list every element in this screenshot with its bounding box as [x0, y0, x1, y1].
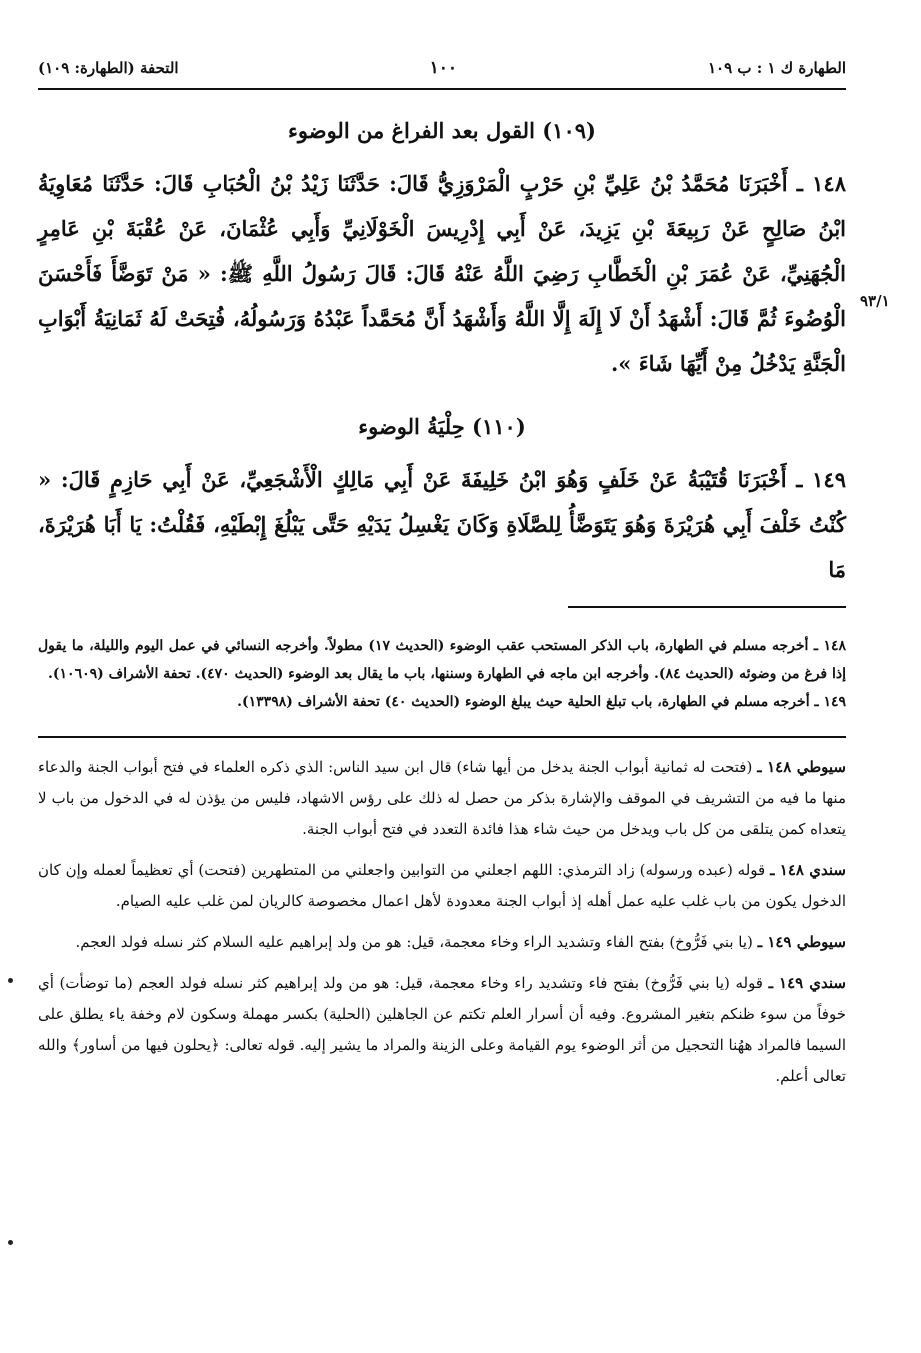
commentary-text: قوله (يا بني فَرُّوخ) بفتح فاء وتشديد راء وخاء معجمة، قيل: هو من ولد إبراهيم كثر نسله فولد العجم (ما توضأت) أي خوفاً من سوء ظنكم بتغير المشروع. وفيه أن أسرار العلم تكتم عن الجاهلين (الحلية) بكسر مهملة وسكون لام وخفة ياء يطلق على السيما فالمراد ههُنا التحجيل من أثر الوضوء يوم القيامة وعلى الزينة والمراد ما يشير إليه. قوله تعالى: ﴿يحلون فيها من أساور﴾ والله تعالى أعلم. — [38, 974, 846, 1085]
commentary-lead: سندي ١٤٩ ـ — [768, 974, 846, 992]
commentary-text: (فتحت له ثمانية أبواب الجنة يدخل من أيها شاء) قال ابن سيد الناس: الذي ذكره العلماء في فتح أبواب الجنة والدعاء منها ما فيه من التشريف في الموقف والإشارة بذكر من حصل له ذلك على رؤس الاشهاد، فليس من يؤذن له في الدخول من باب لا يتعداه كمن يتلقى من كل باب ويدخل من حيث شاء هذا فائدة التعدد في فتح أبواب الجنة. — [38, 758, 846, 838]
commentary-text: قوله (عبده ورسوله) زاد الترمذي: اللهم اجعلني من التوابين واجعلني من المتطهرين (فتحت) أي تعظيماً لعمله وإن كان الدخول يكون من باب غلب عليه عمل أهله إذ أبواب الجنة معدودة لأهل اعمال مخصوصة كالريان لمن غلب عليه الصيام. — [38, 861, 846, 910]
chapter-heading-109: (١٠٩) القول بعد الفراغ من الوضوء — [288, 118, 596, 143]
chapter-heading-110: (١١٠) حِلْيَةُ الوضوء — [358, 414, 526, 439]
page — [38, 48, 846, 1102]
page-number: ١٠٠ — [429, 58, 457, 78]
takhrij-148: ١٤٨ ـ أخرجه مسلم في الطهارة، باب الذكر المستحب عقب الوضوء (الحديث ١٧) مطولاً. وأخرجه النسائي في عمل اليوم والليلة، ما يقول إذا فرغ من وضوئه (الحديث ٨٤). وأخرجه ابن ماجه في الطهارة وسننها، باب ما يقال بعد الوضوء (الحديث ٤٧٠). تحفة الأشراف (١٠٦٠٩). — [38, 638, 846, 682]
header-left: التحفة (الطهارة: ١٠٩) — [38, 59, 179, 77]
scan-mark — [8, 1240, 13, 1245]
commentary-sindi-149 — [38, 968, 846, 1092]
commentary-sindi-148 — [38, 855, 846, 917]
commentary-text: (يا بني فَرُّوخ) بفتح الفاء وتشديد الراء وخاء معجمة، قيل: هو من ولد إبراهيم عليه السلام كثر نسله فولد العجم. — [75, 933, 753, 951]
commentary-lead: سيوطي ١٤٨ ـ — [757, 758, 846, 776]
commentary-suyuti-149 — [38, 927, 846, 958]
margin-reference: ٩٣/١ — [860, 292, 890, 310]
takhrij-notes — [38, 632, 846, 716]
commentary-lead: سيوطي ١٤٩ ـ — [757, 933, 846, 951]
running-header — [38, 48, 846, 90]
header-right: الطهارة ك ١ : ب ١٠٩ — [707, 59, 846, 77]
commentary-section — [38, 752, 846, 1092]
hadith-149: ١٤٩ ـ أَخْبَرَنَا قُتَيْبَةُ عَنْ خَلَفٍ وَهُوَ ابْنُ خَلِيفَةَ عَنْ أَبِي مَالِكٍ الْأَشْجَعِيِّ، عَنْ أَبِي حَازِمٍ قَالَ: « كُنْتُ خَلْفَ أَبِي هُرَيْرَةَ وَهُوَ يَتَوَضَّأُ لِلصَّلَاةِ وَكَانَ يَغْسِلُ يَدَيْهِ حَتَّى يَبْلُغَ إِبْطَيْهِ، فَقُلْتُ: يَا أَبَا هُرَيْرَةَ، مَا — [38, 467, 846, 582]
hadith-148: ١٤٨ ـ أَخْبَرَنَا مُحَمَّدُ بْنُ عَلِيِّ بْنِ حَرْبٍ الْمَرْوَزِيُّ قَالَ: حَدَّثَنَا زَيْدُ بْنُ الْحُبَابِ قَالَ: حَدَّثَنَا مُعَاوِيَةُ ابْنُ صَالِحٍ عَنْ رَبِيعَةَ بْنِ يَزِيدَ، عَنْ أَبِي إِدْرِيسَ الْخَوْلَانِيِّ وَأَبِي عُثْمَانَ، عَنْ عُقْبَةَ بْنِ عَامِرٍ الْجُهَنِيِّ، عَنْ عُمَرَ بْنِ الْخَطَّابِ رَضِيَ اللَّهُ عَنْهُ قَالَ: قَالَ رَسُولُ اللَّهِ ﷺ: « مَنْ تَوَضَّأَ فَأَحْسَنَ الْوُضُوءَ ثُمَّ قَالَ: أَشْهَدُ أَنْ لَا إِلَهَ إِلَّا اللَّهُ وَأَشْهَدُ أَنَّ مُحَمَّداً عَبْدُهُ وَرَسُولُهُ، فُتِحَتْ لَهُ ثَمَانِيَةُ أَبْوَابِ الْجَنَّةِ يَدْخُلُ مِنْ أَيِّهَا شَاءَ ». — [38, 171, 846, 376]
takhrij-149: ١٤٩ ـ أخرجه مسلم في الطهارة، باب تبلغ الحلية حيث يبلغ الوضوء (الحديث ٤٠) تحفة الأشراف (١٣٣٩٨). — [237, 694, 846, 710]
scan-mark — [8, 978, 13, 983]
commentary-lead: سندي ١٤٨ ـ — [770, 861, 846, 879]
commentary-divider — [38, 736, 846, 738]
commentary-suyuti-148 — [38, 752, 846, 845]
footnote-divider — [568, 606, 846, 608]
